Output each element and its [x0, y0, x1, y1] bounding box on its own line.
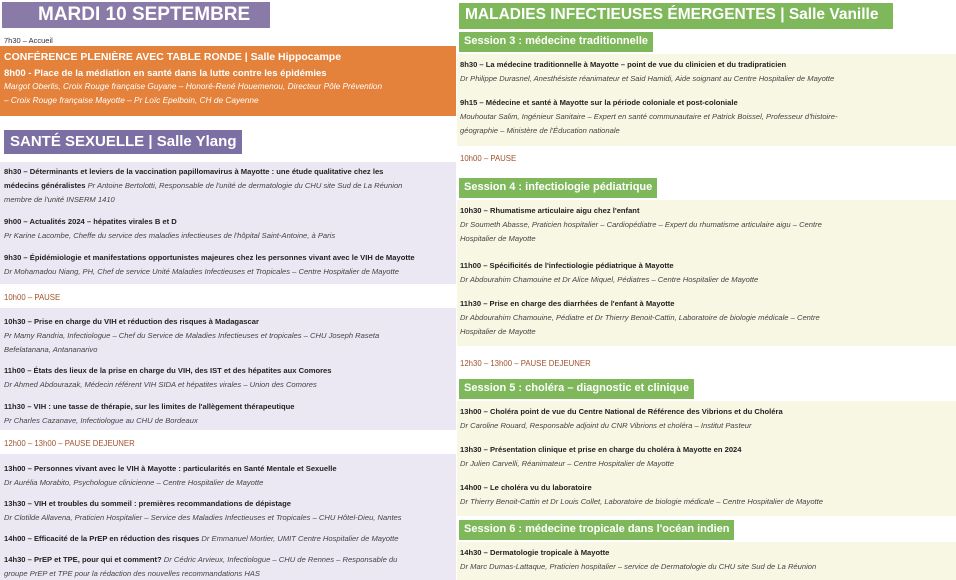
right-column — [457, 0, 956, 580]
talk-title: 14h30 – Dermatologie tropicale à Mayotte — [460, 548, 610, 557]
talk-item — [4, 532, 456, 546]
talk-title: 9h15 – Médecine et santé à Mayotte sur la période coloniale et post-coloniale — [460, 98, 738, 107]
talk-item — [460, 96, 954, 138]
talk-title: 11h30 – Prise en charge des diarrhées de l'enfant à Mayotte — [460, 299, 675, 308]
talk-speaker: Dr Julien Carvelli, Réanimateur – Centre Hospitalier de Mayotte — [460, 459, 674, 468]
pleniere-block — [0, 46, 456, 116]
talk-speaker: Dr Abdourahim Chamouine et Dr Alice Miquel, Pédiatres – Centre Hospitalier de Mayotte — [460, 275, 759, 284]
talk-item — [4, 165, 456, 207]
pleniere-talk: 8h00 - Place de la médiation en santé dans la lutte contre les épidémies — [4, 68, 327, 79]
talk-item — [4, 364, 456, 392]
talk-title: 11h00 – Spécificités de l'infectiologie pédiatrique à Mayotte — [460, 261, 674, 270]
talk-title: 14h00 – Efficacité de la PrEP en réduction des risques — [4, 534, 200, 543]
pleniere-speakers-1: Margot Oberlis, Croix Rouge française Guyane – Honoré-René Houemenou, Directeur Pôle Prévention — [4, 81, 383, 91]
talk-speaker: Pr Mamy Randria, Infectiologue – Chef du Service de Maladies Infectieuses et tropicales – CHU Joseph Raseta — [4, 331, 380, 340]
talk-item — [460, 58, 954, 86]
talk-title: 13h30 – Présentation clinique et prise en charge du choléra à Mayotte en 2024 — [460, 445, 742, 454]
talk-item — [460, 481, 954, 509]
talk-title: 13h00 – Choléra point de vue du Centre National de Référence des Vibrions et du Choléra — [460, 407, 783, 416]
talk-speaker: Dr Philippe Durasnel, Anesthésiste réanimateur et Said Hamidi, Aide soignant au Centre Hospitalier de Mayotte — [460, 74, 835, 83]
talk-item — [460, 259, 954, 287]
talk-speaker-cont: Hospitalier de Mayotte — [460, 234, 536, 243]
talk-title: 14h00 – Le choléra vu du laboratoire — [460, 483, 592, 492]
talk-item — [460, 443, 954, 471]
talk-speaker: Dr Thierry Benoit-Cattin et Dr Louis Collet, Laboratoire de biologie médicale – Centre Hospitalier de Mayotte — [460, 497, 823, 506]
talk-title: 8h30 – Déterminants et leviers de la vaccination papillomavirus à Mayotte : une étude qualitative chez les — [4, 167, 384, 176]
talk-speaker: Pr Antoine Bertolotti, Responsable de l'unité de dermatologie du CHU site Sud de La Réunion — [85, 181, 403, 190]
talk-speaker: Mouhoutar Salim, Ingénieur Sanitaire – Expert en santé communautaire et Patrick Boissel, Professeur d'histoire- — [460, 112, 838, 121]
talk-speaker-cont: Hospitalier de Mayotte — [460, 327, 536, 336]
talk-item — [460, 204, 954, 246]
talk-title: 10h30 – Prise en charge du VIH et réduction des risques à Madagascar — [4, 317, 259, 326]
session-4-header: Session 4 : infectiologie pédiatrique — [459, 178, 657, 198]
talk-speaker-cont: géographie – Ministère de l'Éducation nationale — [460, 126, 620, 135]
pause-band — [0, 284, 456, 308]
talk-speaker: Dr Marc Dumas-Lattaque, Praticien hospitalier – service de Dermatologie du CHU site Sud de La Réunion — [460, 562, 817, 571]
session-3-header: Session 3 : médecine traditionnelle — [459, 32, 653, 52]
talk-title: 10h30 – Rhumatisme articulaire aigu chez l'enfant — [460, 206, 640, 215]
talk-speaker-cont: membre de l'unité INSERM 1410 — [4, 195, 115, 204]
pleniere-speakers-2: – Croix Rouge française Mayotte – Pr Loïc Epelboin, CH de Cayenne — [4, 94, 259, 105]
pause-label: 10h00 – PAUSE — [460, 154, 517, 163]
salle-vanille-title: MALADIES INFECTIEUSES ÉMERGENTES | Salle Vanille — [459, 3, 893, 29]
talk-speaker: Pr Charles Cazanave, Infectiologue au CHU de Bordeaux — [4, 416, 198, 425]
talk-title: 13h30 – VIH et troubles du sommeil : premières recommandations de dépistage — [4, 499, 291, 508]
session-6-header: Session 6 : médecine tropicale dans l'océan indien — [459, 520, 734, 540]
talk-speaker: Dr Abdourahim Chamouine, Pédiatre et Dr Thierry Benoit-Cattin, Laboratoire de biologie médicale – Centre — [460, 313, 820, 322]
talk-speaker: Dr Mohamadou Niang, PH, Chef de service Unité Maladies Infectieuses et Tropicales – Centre Hospitalier de Mayotte — [4, 267, 399, 276]
talk-item — [4, 251, 456, 279]
talk-speaker: Dr Emmanuel Mortier, UMIT Centre Hospitalier de Mayotte — [199, 534, 399, 543]
talk-speaker: Dr Soumeth Abasse, Praticien hospitalier – Cardiopédiatre – Expert du rhumatisme articulaire aigu – Centre — [460, 220, 822, 229]
talk-speaker-cont: Befelatanana, Antananarivo — [4, 345, 98, 354]
pause-label: 10h00 – PAUSE — [4, 293, 61, 302]
salle-ylang-title: SANTÉ SEXUELLE | Salle Ylang — [4, 130, 242, 154]
talk-speaker: Dr Aurélia Morabito, Psychologue clinicienne – Centre Hospitalier de Mayotte — [4, 478, 264, 487]
talk-title: 13h00 – Personnes vivant avec le VIH à Mayotte : particularités en Santé Mentale et Sexuelle — [4, 464, 337, 473]
talk-item — [4, 400, 456, 428]
talk-title: 9h00 – Actualités 2024 – hépatites virales B et D — [4, 217, 177, 226]
talk-item — [4, 462, 456, 490]
talk-item — [4, 215, 456, 243]
talk-title-cont: médecins généralistes — [4, 181, 86, 190]
lunch-label: 12h00 – 13h00 – PAUSE DEJEUNER — [4, 439, 135, 448]
pleniere-title: CONFÉRENCE PLENIÈRE AVEC TABLE RONDE | Salle Hippocampe — [4, 51, 342, 63]
talk-speaker: Pr Karine Lacombe, Cheffe du service des maladies infectieuses de l'hôpital Saint-Antoine, à Paris — [4, 231, 336, 240]
talk-item — [460, 297, 954, 339]
lunch-label: 12h30 – 13h00 – PAUSE DEJEUNER — [460, 359, 591, 368]
talk-title: 8h30 – La médecine traditionnelle à Mayotte – point de vue du clinicien et du tradipraticien — [460, 60, 787, 69]
talk-speaker: Dr Clotilde Allavena, Praticien Hospitalier – Service des Maladies Infectieuses et Tropicales – CHU Hôtel-Dieu, Nantes — [4, 513, 402, 522]
left-column — [0, 0, 456, 580]
talk-item — [460, 546, 954, 574]
day-title: MARDI 10 SEPTEMBRE — [2, 2, 270, 28]
accueil-line: 7h30 – Accueil — [4, 36, 53, 45]
talk-title: 14h30 – PrEP et TPE, pour qui et comment? — [4, 555, 162, 564]
talk-item — [4, 315, 456, 357]
talk-title: 9h30 – Épidémiologie et manifestations opportunistes majeures chez les personnes vivant avec le VIH de Mayotte — [4, 253, 415, 262]
talk-speaker: Dr Caroline Rouard, Responsable adjoint du CNR Vibrions et choléra – Institut Pasteur — [460, 421, 752, 430]
talk-speaker: Dr Ahmed Abdourazak, Médecin référent VIH SIDA et hépatites virales – Union des Comores — [4, 380, 317, 389]
talk-speaker-cont: groupe PrEP et TPE pour la rédaction des nouvelles recommandations HAS — [4, 569, 260, 578]
talk-item — [4, 497, 456, 525]
talk-title: 11h30 – VIH : une tasse de thérapie, sur les limites de l'allègement thérapeutique — [4, 402, 295, 411]
talk-speaker: Dr Cédric Arvieux, Infectiologue – CHU de Rennes – Responsable du — [161, 555, 398, 564]
talk-title: 11h00 – États des lieux de la prise en charge du VIH, des IST et des hépatites aux Comores — [4, 366, 332, 375]
session-5-header: Session 5 : choléra – diagnostic et clinique — [459, 379, 694, 399]
talk-item — [460, 405, 954, 433]
talk-item — [4, 553, 456, 580]
